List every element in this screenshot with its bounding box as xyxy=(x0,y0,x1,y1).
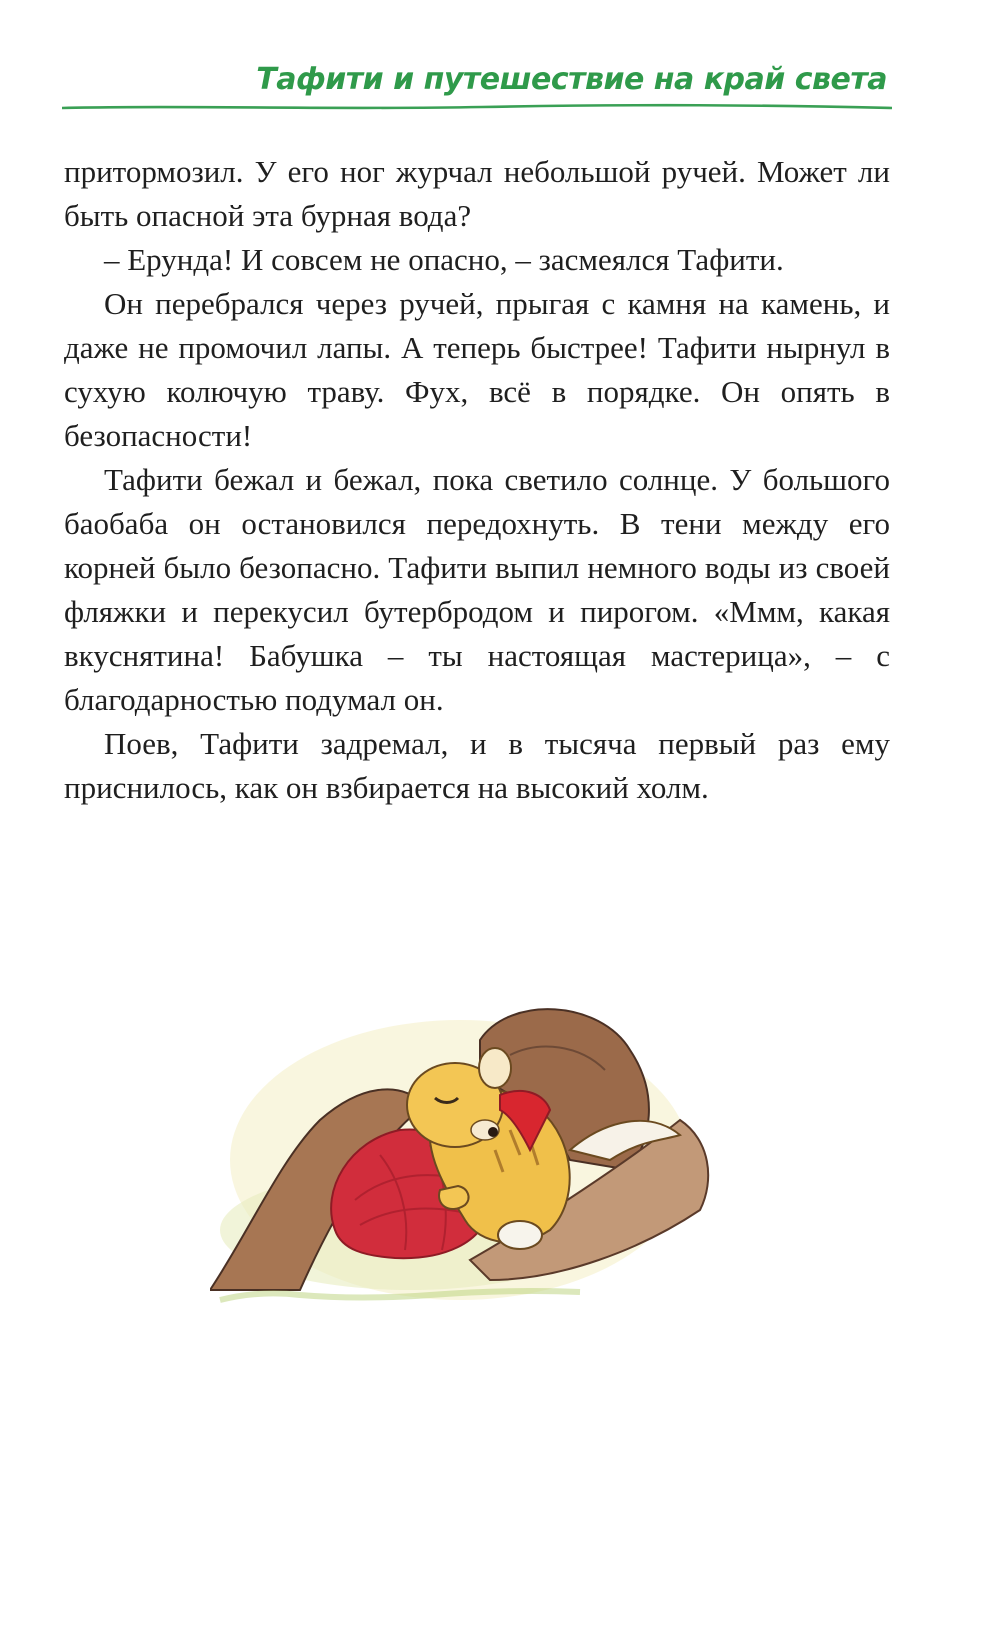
paragraph: Он перебрался через ручей, прыгая с камня на камень, и даже не промочил лапы. А теперь быстрее! Тафити нырнул в сухую колючую траву. Фух, всё в порядке. Он опять в безопасности! xyxy=(64,286,890,453)
paragraph: Поев, Тафити задремал, и в тысяча первый раз ему приснилось, как он взбирается на высокий холм. xyxy=(64,726,890,805)
body-text xyxy=(64,150,890,810)
running-header-title: Тафити и путешествие на край света xyxy=(256,62,887,97)
sleeping-meerkat-illustration xyxy=(210,1000,730,1330)
paragraph: притормозил. У его ног журчал небольшой ручей. Может ли быть опасной эта бурная вода? xyxy=(64,154,890,233)
paragraph: – Ерунда! И совсем не опасно, – засмеялся Тафити. xyxy=(104,242,784,277)
header-rule xyxy=(62,102,892,114)
paragraph: Тафити бежал и бежал, пока светило солнце. У большого баобаба он остановился передохнуть. В тени между его корней было безопасно. Тафити выпил немного воды из своей фляжки и перекусил бутербродом и пирогом. «Ммм, какая вкуснятина! Бабушка – ты настоящая мастерица», – с благодарностью подумал он. xyxy=(64,462,890,717)
